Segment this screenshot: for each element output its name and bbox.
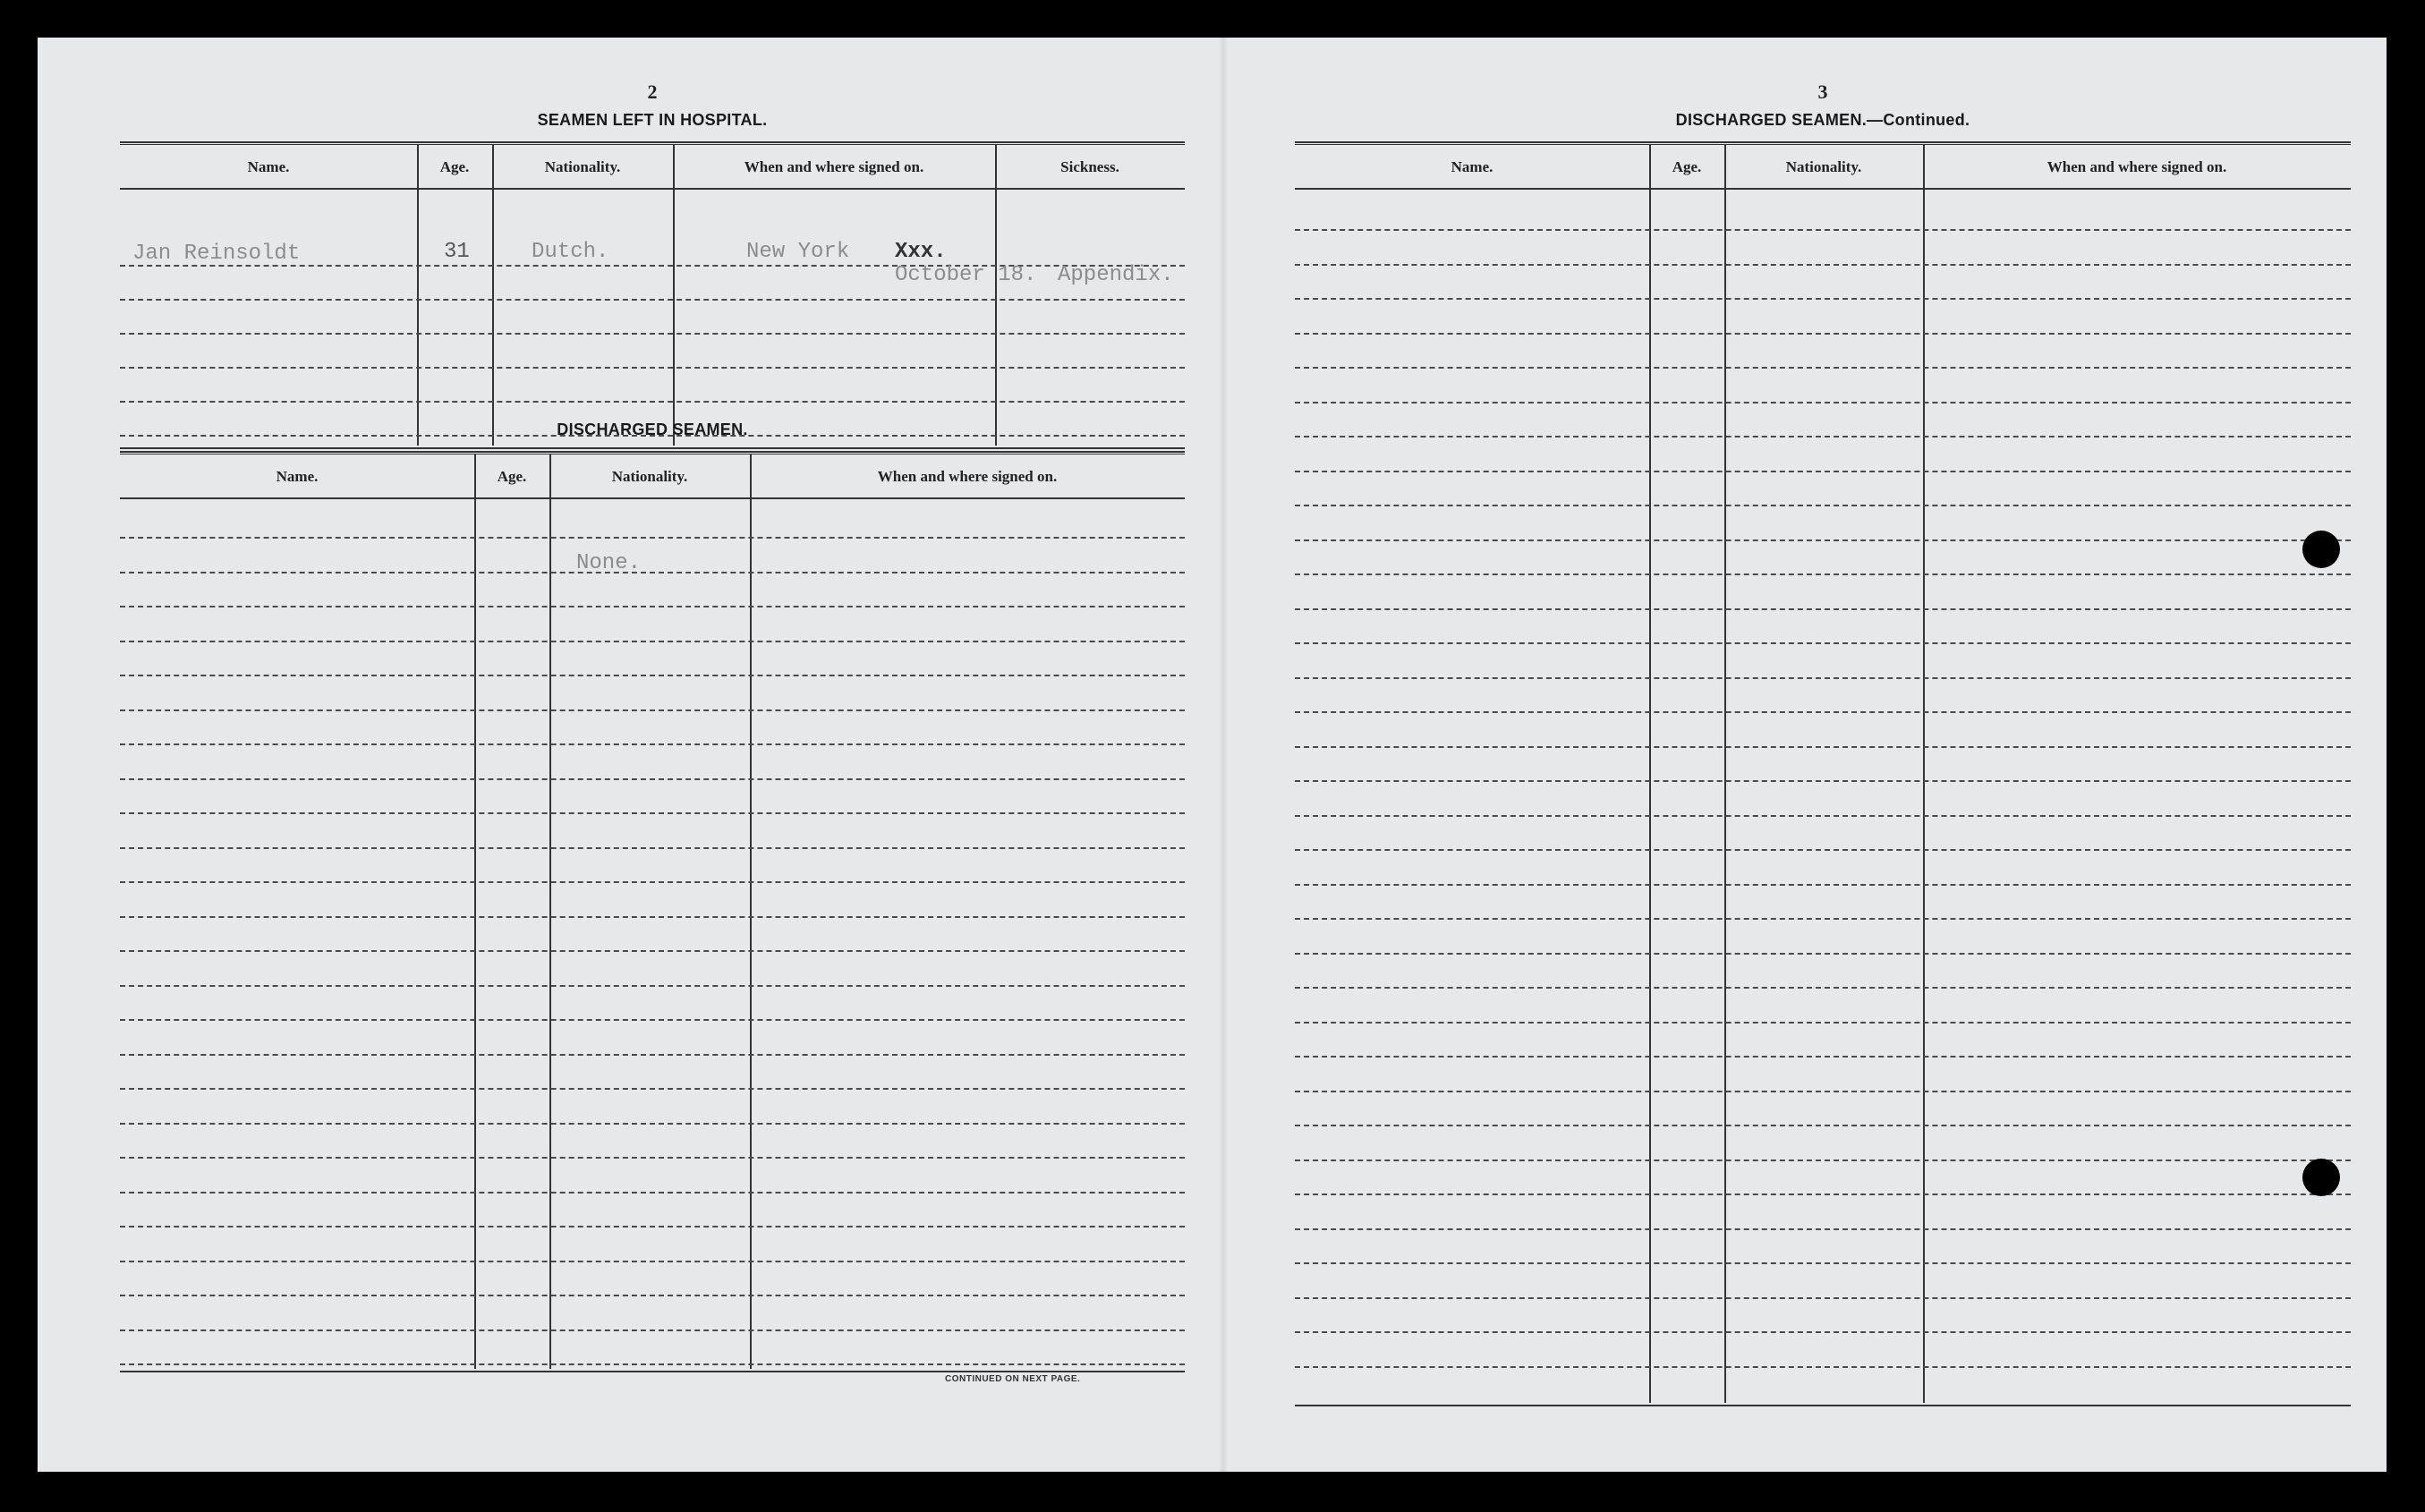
ruled-line (120, 606, 1185, 607)
ruled-line (120, 401, 1185, 403)
left-page (120, 38, 1185, 1472)
ruled-line (1295, 1159, 2351, 1161)
ruled-line (1295, 918, 2351, 920)
ruled-line (120, 641, 1185, 642)
ruled-line (1295, 1022, 2351, 1024)
ruled-line (1295, 677, 2351, 679)
column-divider (474, 454, 476, 1369)
ruled-line (1295, 987, 2351, 989)
col-name-header: Name. (247, 158, 290, 175)
ruled-line (120, 572, 1185, 573)
punch-hole (2302, 531, 2340, 568)
ruled-line (120, 812, 1185, 814)
col-sickness-header: Sickness. (1060, 158, 1119, 175)
hospital-header-row (120, 145, 1185, 190)
ruled-line (1295, 298, 2351, 300)
ruled-line (1295, 539, 2351, 541)
ruled-line (1295, 953, 2351, 955)
ruled-line (120, 1054, 1185, 1056)
discharged-section-title: DISCHARGED SEAMEN. (557, 420, 748, 438)
col-signed-on-header: When and where signed on. (2046, 158, 2227, 175)
col-signed-on-header: When and where signed on. (877, 468, 1058, 485)
entry-nationality-none: None. (576, 551, 642, 575)
entry-signed-on-strikeout: Xxx. (895, 240, 947, 264)
right-page (1295, 38, 2351, 1472)
ruled-line (1295, 746, 2351, 748)
entry-sickness: Appendix. (1058, 263, 1174, 287)
ruled-line (120, 367, 1185, 369)
ruled-line (120, 1261, 1185, 1262)
punch-hole (2302, 1159, 2340, 1196)
col-nationality-header: Nationality. (611, 468, 688, 485)
col-nationality-header: Nationality. (544, 158, 621, 175)
ruled-line (1295, 505, 2351, 506)
ruled-line (120, 537, 1185, 539)
ruled-line (1295, 642, 2351, 644)
page-number: 3 (1817, 81, 1828, 103)
ruled-line (120, 1157, 1185, 1159)
col-name-header: Name. (276, 468, 319, 485)
entry-signed-on-place: New York (746, 240, 850, 264)
ruled-line (1295, 436, 2351, 437)
discharged-continued-title: DISCHARGED SEAMEN.—Continued. (1675, 111, 1970, 129)
bottom-rule (1295, 1405, 2351, 1406)
ruled-line (120, 916, 1185, 918)
ruled-line (1295, 1228, 2351, 1230)
page-fold (1219, 38, 1228, 1472)
hospital-section-title: SEAMEN LEFT IN HOSPITAL. (537, 111, 768, 129)
continued-note: CONTINUED ON NEXT PAGE. (945, 1374, 1081, 1384)
bottom-rule (120, 1371, 1185, 1372)
entry-age: 31 (444, 240, 470, 264)
discharged-continued-ledger (1295, 141, 2351, 1415)
ruled-line (1295, 815, 2351, 817)
ruled-line (1295, 367, 2351, 369)
ruled-line (120, 1329, 1185, 1331)
ruled-line (120, 675, 1185, 676)
ruled-line (120, 1019, 1185, 1021)
col-nationality-header: Nationality. (1785, 158, 1862, 175)
column-divider (750, 454, 752, 1369)
ruled-line (120, 299, 1185, 301)
bottom-rule (120, 447, 1185, 449)
ruled-line (1295, 1297, 2351, 1299)
entry-name: Jan Reinsoldt (132, 242, 301, 266)
ruled-line (1295, 264, 2351, 266)
ruled-line (1295, 471, 2351, 472)
ruled-line (120, 847, 1185, 849)
ruled-line (1295, 1193, 2351, 1195)
ruled-line (120, 1192, 1185, 1193)
ruled-line (120, 333, 1185, 335)
ruled-line (120, 778, 1185, 780)
ruled-line (1295, 608, 2351, 610)
ruled-line (120, 1295, 1185, 1296)
ruled-line (1295, 333, 2351, 335)
ruled-line (120, 1226, 1185, 1227)
ruled-line (120, 985, 1185, 987)
hospital-ledger (120, 141, 1185, 454)
ruled-line (1295, 573, 2351, 575)
col-age-header: Age. (497, 468, 527, 485)
col-age-header: Age. (439, 158, 470, 175)
ruled-line (120, 1123, 1185, 1125)
column-divider (549, 454, 551, 1369)
ruled-line (1295, 1262, 2351, 1264)
col-signed-on-header: When and where signed on. (744, 158, 924, 175)
manifest-sheet (38, 38, 2387, 1472)
ruled-line (1295, 849, 2351, 851)
page-number: 2 (647, 81, 658, 103)
ruled-line (120, 743, 1185, 745)
ruled-line (1295, 711, 2351, 713)
entry-signed-on-date: October 18. (895, 263, 1037, 287)
discharged-header-row (120, 454, 1185, 499)
discharged-continued-header-row (1295, 145, 2351, 190)
ruled-line (1295, 402, 2351, 403)
ruled-line (120, 1363, 1185, 1365)
ruled-line (120, 1088, 1185, 1090)
ruled-line (120, 709, 1185, 711)
entry-nationality: Dutch. (532, 240, 609, 264)
ruled-line (1295, 1091, 2351, 1092)
ruled-line (1295, 229, 2351, 231)
ruled-line (1295, 1125, 2351, 1126)
ruled-line (1295, 780, 2351, 782)
ruled-line (1295, 1056, 2351, 1058)
ruled-line (1295, 884, 2351, 886)
ruled-line (120, 950, 1185, 952)
ruled-line (120, 881, 1185, 883)
col-age-header: Age. (1672, 158, 1702, 175)
col-name-header: Name. (1451, 158, 1493, 175)
discharged-ledger (120, 451, 1185, 1417)
ruled-line (1295, 1331, 2351, 1333)
ruled-line (1295, 1366, 2351, 1368)
